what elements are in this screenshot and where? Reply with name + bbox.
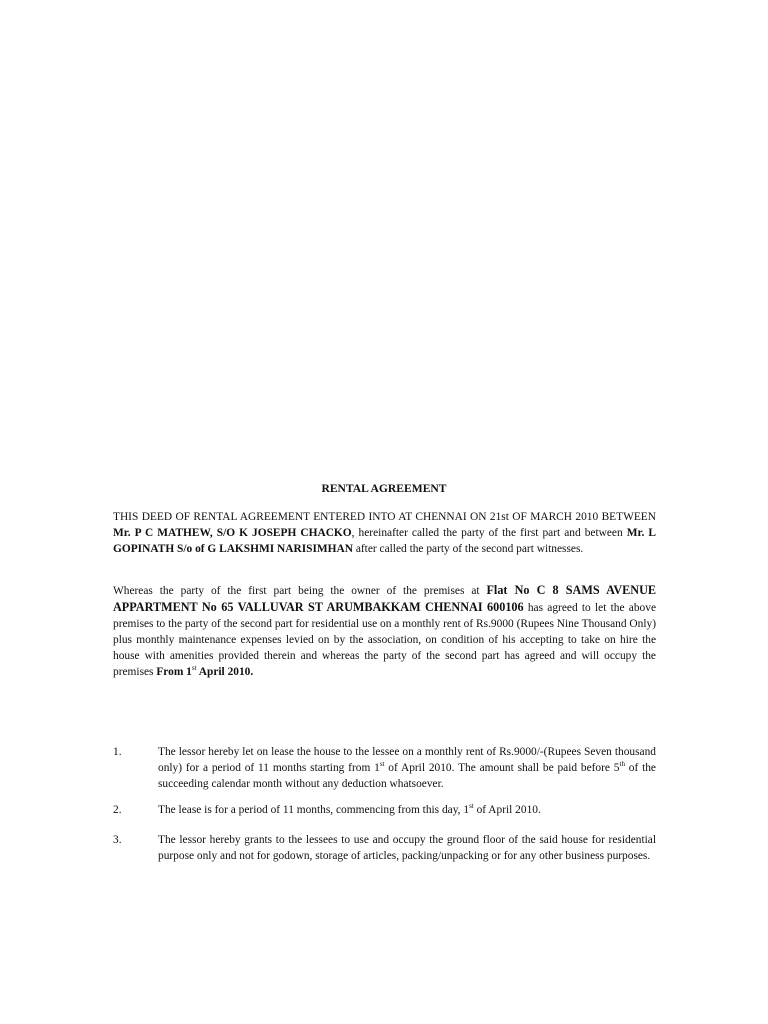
whereas-paragraph (113, 582, 656, 680)
whereas-text-2: has agreed to let the above premises to the party of the second part for residential use on a monthly rent of Rs.9000 (Rupees Nine Thousand Only) plus monthly maintenance expenses levied on by the association, on condition of his accepting to take on hire the house with amenities provided therein and whereas the party of the second part has agreed and will occupy the premises (113, 602, 657, 678)
preamble-paragraph (113, 509, 656, 557)
preamble-text-2: , hereinafter called the party of the first part and between (351, 527, 627, 539)
clause-text (158, 744, 656, 792)
clause-text-part: The lessor hereby let on lease the house to the lessee on a monthly rent of Rs.9000/-(Rupees Seven thousand only) for a period of 11 months starting from 1 (158, 746, 656, 774)
ordinal-suffix: th (619, 760, 625, 769)
clause-text-part: The lessor hereby grants to the lessees to use and occupy the ground floor of the said house for residential purpose only and not for godown, storage of articles, packing/unpacking or for any other business purposes. (158, 834, 656, 862)
preamble-text-3: after called the party of the second part witnesses. (352, 543, 584, 555)
ordinal-suffix: st (379, 760, 385, 769)
clause-text-part: The lease is for a period of 11 months, commencing from this day, 1 (158, 804, 470, 816)
first-party-name: Mr. P C MATHEW, S/O K JOSEPH CHACKO (113, 527, 352, 539)
clause-number: 2. (113, 804, 122, 816)
clause-number: 3. (113, 834, 122, 846)
clause-text-part: of April 2010. (473, 804, 541, 816)
occupancy-date-from: From 1 (156, 666, 192, 678)
clause-text-part: of the succeeding calendar month without any deduction whatsoever. (158, 762, 656, 790)
clause-number: 1. (113, 746, 122, 758)
premises-address: Flat No C 8 SAMS AVENUE APPARTMENT No 65 VALLUVAR ST ARUMBAKKAM CHENNAI 600106 (113, 583, 656, 614)
clause-text (158, 802, 656, 818)
whereas-text-1: Whereas the party of the first part being the owner of the premises at (113, 585, 487, 597)
document-title: RENTAL AGREEMENT (321, 482, 447, 495)
occupancy-date-rest: April 2010. (196, 666, 254, 678)
clause-text (158, 832, 656, 864)
second-party-name: Mr. L GOPINATH S/o of G LAKSHMI NARISIMHAN (113, 527, 656, 555)
occupancy-date-suffix: st (191, 664, 197, 673)
preamble-text-1: THIS DEED OF RENTAL AGREEMENT ENTERED INTO AT CHENNAI ON 21st OF MARCH 2010 BETWEEN (113, 511, 656, 523)
clause-text-part: of April 2010. The amount shall be paid before 5 (384, 762, 620, 774)
ordinal-suffix: st (469, 802, 474, 811)
